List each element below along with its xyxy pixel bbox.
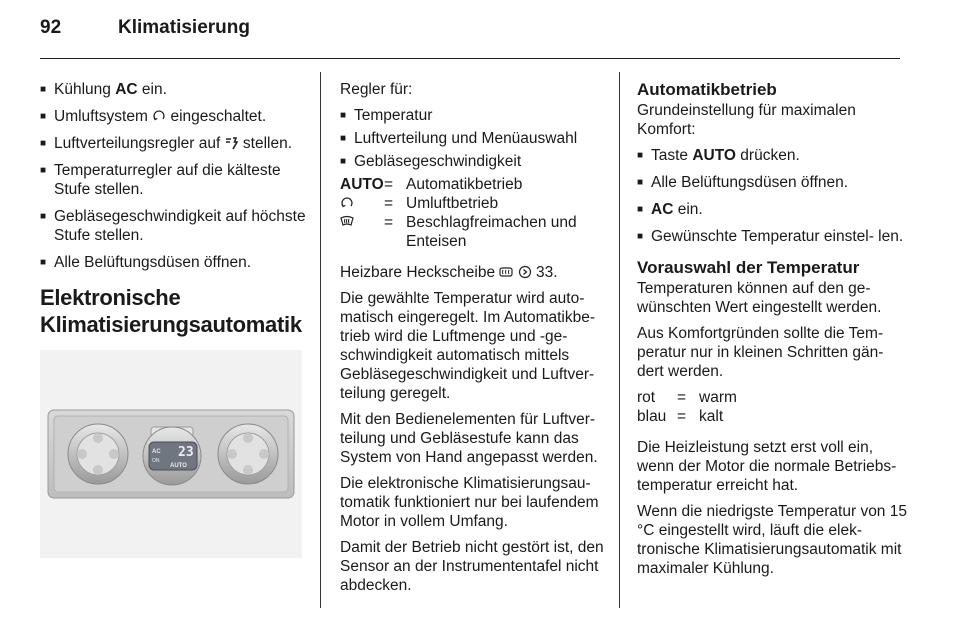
list-item: ■ AC ein.	[637, 200, 912, 219]
column-2	[340, 80, 608, 602]
temperature-preselect-heading: Vorauswahl der Temperatur	[637, 258, 860, 277]
climate-control-panel-figure	[40, 350, 302, 558]
fan-speed-knob	[68, 424, 128, 484]
rear-window-reference: Heizbare Heckscheibe 33.	[340, 264, 558, 281]
air-distribution-icon	[225, 136, 239, 150]
legend-row: blau = kalt	[637, 408, 724, 425]
list-item: ■ Temperaturregler auf die kälteste Stufe stellen.	[40, 161, 308, 199]
automatic-mode-intro: Grundeinstellung für maximalen Komfort:	[637, 102, 856, 138]
temperature-knob-display	[143, 427, 201, 485]
column-divider-1	[320, 72, 321, 608]
recirculation-icon	[152, 109, 166, 123]
color-legend	[637, 388, 737, 426]
automatic-mode-heading: Automatikbetrieb	[637, 80, 777, 99]
list-item: ■ Luftverteilung und Menüauswahl	[340, 129, 608, 148]
paragraph: Die Heizleistung setzt erst voll ein, wenn der Motor die normale Betriebs‑ temperatur erreicht hat.	[637, 439, 897, 494]
page-number: 92	[40, 17, 62, 38]
cooling-steps-list	[40, 80, 308, 272]
display-ac-label: AC	[152, 449, 161, 455]
list-item: ■ Temperatur	[340, 106, 608, 125]
list-item: ■ Umluftsystem eingeschaltet.	[40, 107, 308, 126]
paragraph: Temperaturen können auf den ge‑ wünschten Wert eingestellt werden.	[637, 280, 882, 316]
legend-row: = Umluftbetrieb	[340, 194, 608, 213]
list-item: ■ Taste AUTO drücken.	[637, 146, 912, 165]
column-divider-2	[619, 72, 620, 608]
air-distribution-knob	[218, 424, 278, 484]
controls-list	[340, 106, 608, 171]
button-legend	[340, 175, 608, 251]
page-reference-icon	[518, 265, 532, 279]
list-item: ■ Gebläsegeschwindigkeit	[340, 152, 608, 171]
controls-intro: Regler für:	[340, 81, 413, 98]
automatic-mode-steps	[637, 146, 912, 246]
paragraph: Mit den Bedienelementen für Luftver‑ teilung und Gebläsestufe kann das System von Hand angepasst werden.	[340, 411, 598, 466]
header-divider	[40, 58, 900, 59]
list-item: ■ Luftverteilungsregler auf stellen.	[40, 134, 308, 153]
section-heading: Elektronische Klimatisierungsautomatik	[40, 285, 302, 337]
list-item: ■ Gebläsegeschwindigkeit auf höchste Stufe stellen.	[40, 207, 308, 245]
legend-row: AUTO = Automatikbetrieb	[340, 176, 523, 193]
list-item: ■ Alle Belüftungsdüsen öffnen.	[40, 253, 308, 272]
paragraph: Wenn die niedrigste Temperatur von 15 °C eingestellt wird, läuft die elek‑ tronische Klimatisierungsautomatik mit maximaler Kühlung.	[637, 503, 907, 577]
paragraph: Aus Komfortgründen sollte die Tem‑ peratur nur in kleinen Schritten gän‑ dert werden.	[637, 325, 884, 380]
display-on-label: ON	[152, 458, 160, 464]
display-auto-label: AUTO	[170, 463, 187, 469]
paragraph: Damit der Betrieb nicht gestört ist, den Sensor an der Instrumententafel nicht abdecken.	[340, 539, 604, 594]
page-title: Klimatisierung	[118, 17, 250, 38]
column-1	[40, 80, 308, 558]
list-item: ■ Kühlung AC ein.	[40, 80, 308, 99]
column-3	[637, 80, 912, 585]
climate-panel-illustration	[40, 350, 302, 558]
rear-window-heating-icon	[499, 265, 513, 279]
paragraph: Die elektronische Klimatisierungsau‑ tomatik funktioniert nur bei laufendem Motor in vollem Umfang.	[340, 475, 599, 530]
list-item: ■ Alle Belüftungsdüsen öffnen.	[637, 173, 912, 192]
display-temperature: 23	[178, 445, 194, 460]
legend-row: = Beschlagfreimachen und Enteisen	[340, 213, 608, 251]
list-item: ■ Gewünschte Temperatur einstel‑ len.	[637, 227, 912, 246]
recirculation-icon	[340, 196, 354, 210]
defrost-icon	[340, 215, 354, 229]
paragraph: Die gewählte Temperatur wird auto‑ matisch eingeregelt. Im Automatikbe‑ trieb wird die Luftmenge und ‑ge‑ schwindigkeit automatisch mittels Gebläsegeschwindigkeit und Luftver‑ teilung geregelt.	[340, 290, 596, 402]
legend-row: rot = warm	[637, 389, 737, 406]
